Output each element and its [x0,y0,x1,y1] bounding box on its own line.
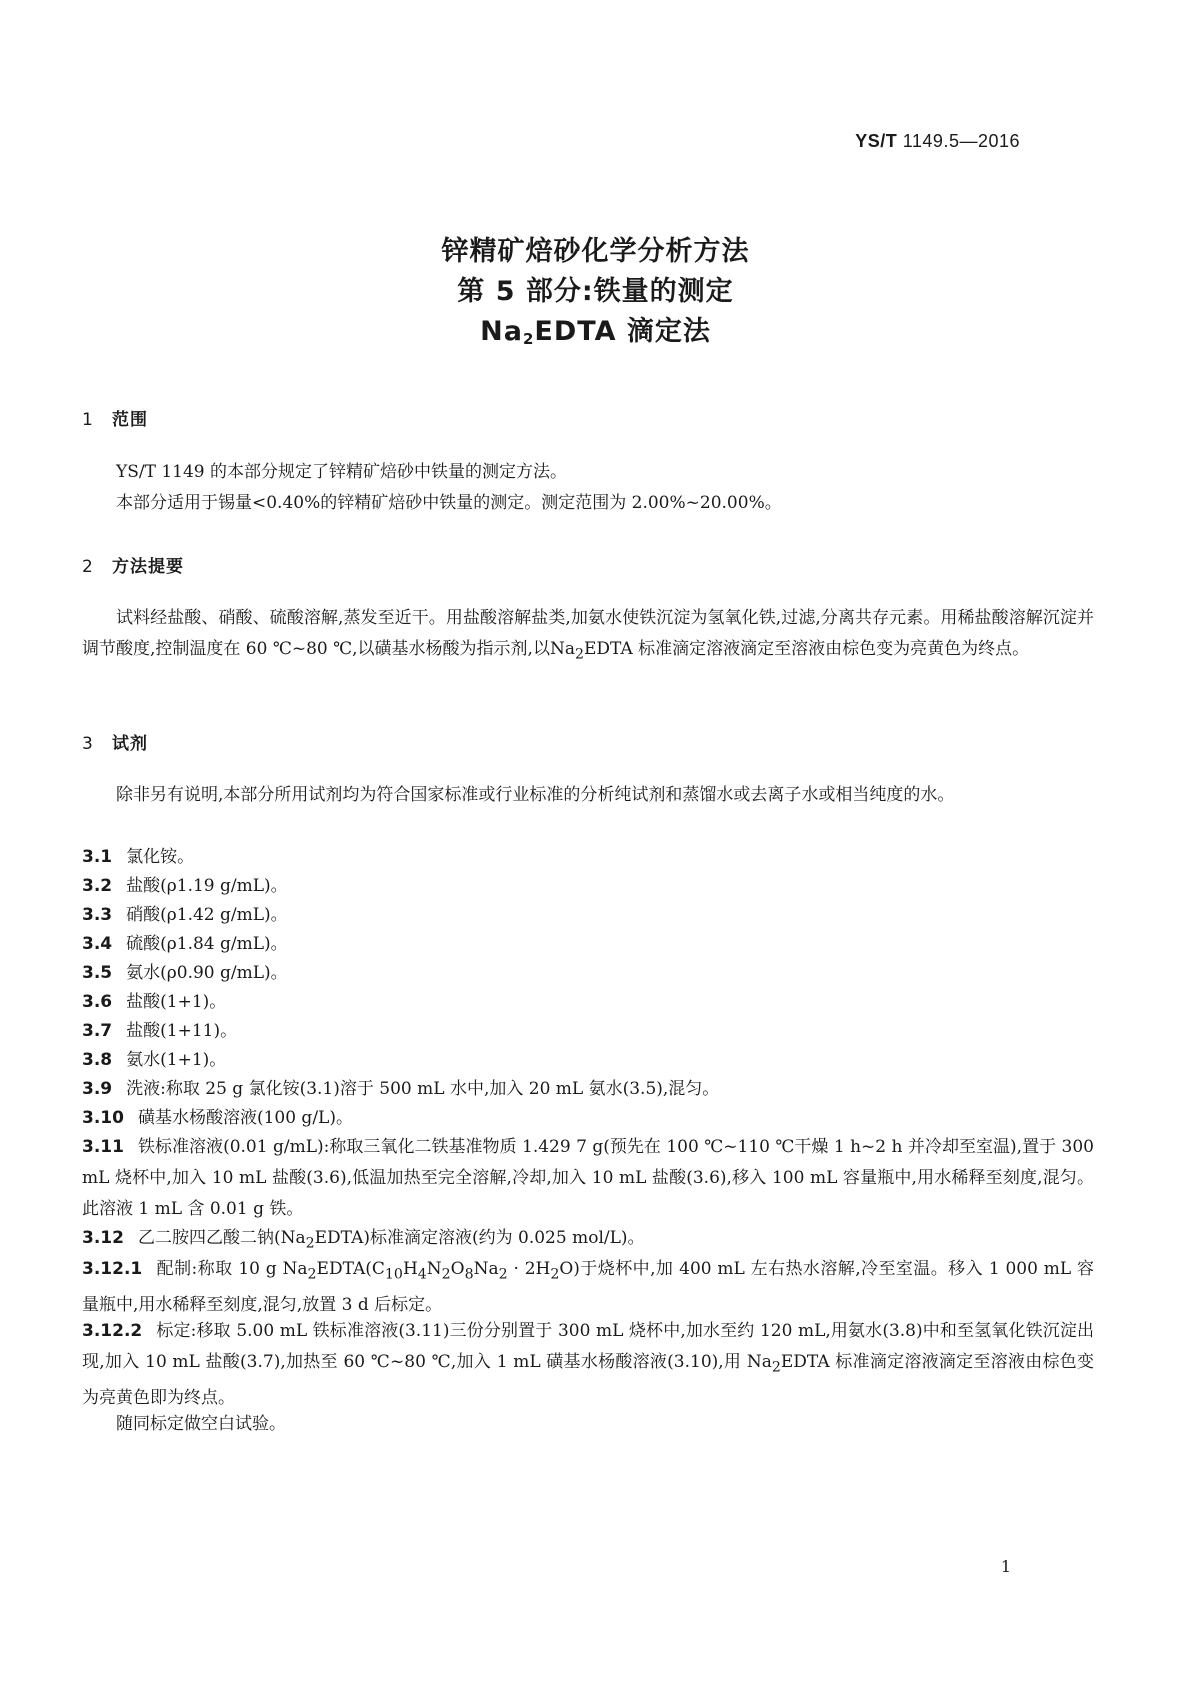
reagent-item: 3.12.1 配制:称取 10 g $Na_2EDTA(C_{10}H_4N_2O_8Na_2 \cdot 2H_2O)$于烧杯中,加 400 mL 左右热水溶解,冷至室温。移入 1 000 mL 容量瓶中,用水稀释至刻度,混匀,放置 3 d 后标定。 [82,1259,1094,1316]
page-number: 1 [1000,1557,1011,1576]
title-line-1: 锌精矿焙砂化学分析方法 [441,236,750,267]
standard-code-prefix: YS/T [855,131,898,151]
reagent-item: 3.10 磺基水杨酸溶液(100 g/L)。 [82,1108,353,1128]
section-3-heading: 3 试剂 [82,734,148,754]
section-3-intro: 除非另有说明,本部分所用试剂均为符合国家标准或行业标准的分析纯试剂和蒸馏水或去离子水或相当纯度的水。 [116,785,955,805]
section-2-paragraph: 试料经盐酸、硝酸、硫酸溶解,蒸发至近干。用盐酸溶解盐类,加氨水使铁沉淀为氢氧化铁,过滤,分离共存元素。用稀盐酸溶解沉淀并调节酸度,控制温度在 60 ℃~80 ℃,以磺基水杨酸为指示剂,以$Na_2EDTA$ 标准滴定溶液滴定至溶液由棕色变为亮黄色为终点。 [82,608,1094,663]
reagent-item: 3.6 盐酸(1+1)。 [82,992,227,1012]
reagent-item: 3.1 氯化铵。 [82,847,195,867]
section-3-closing: 随同标定做空白试验。 [116,1414,286,1434]
reagent-item: 3.3 硝酸(ρ1.42 g/mL)。 [82,905,288,925]
document-title [0,232,1191,359]
reagent-item: 3.11 铁标准溶液(0.01 g/mL):称取三氧化二铁基准物质 1.429 7 g(预先在 100 ℃~110 ℃干燥 1 h~2 h 并冷却至室温),置于 300 mL 烧杯中,加入 10 mL 盐酸(3.6),低温加热至完全溶解,冷却,加入 10 mL 盐酸(3.6),移入 100 mL 容量瓶中,用水稀释至刻度,混匀。此溶液 1 mL 含 0.01 g 铁。 [82,1137,1094,1219]
standard-code [855,131,1020,152]
section-1-paragraph-2: 本部分适用于锡量<0.40%的锌精矿焙砂中铁量的测定。测定范围为 2.00%~20.00%。 [116,493,782,513]
reagent-item: 3.4 硫酸(ρ1.84 g/mL)。 [82,934,288,954]
reagent-item: 3.2 盐酸(ρ1.19 g/mL)。 [82,876,288,896]
reagent-item: 3.12.2 标定:移取 5.00 mL 铁标准溶液(3.11)三份分别置于 300 mL 烧杯中,加水至约 120 mL,用氨水(3.8)中和至氢氧化铁沉淀出现,加入 10 mL 盐酸(3.7),加热至 60 ℃~80 ℃,加入 1 mL 磺基水杨酸溶液(3.10),用 $Na_2EDTA$ 标准滴定溶液滴定至溶液由棕色变为亮黄色即为终点。 [82,1321,1094,1409]
section-1-paragraph-1: YS/T 1149 的本部分规定了锌精矿焙砂中铁量的测定方法。 [116,462,568,482]
reagent-item: 3.8 氨水(1+1)。 [82,1050,227,1070]
reagent-item: 3.5 氨水(ρ0.90 g/mL)。 [82,963,288,983]
section-2-heading: 2 方法提要 [82,557,184,577]
title-line-2: 第 5 部分:铁量的测定 [457,276,734,307]
title-line-3: $Na_2EDTA$ 滴定法 [480,316,711,348]
reagent-item: 3.12 乙二胺四乙酸二钠$(Na_2EDTA)$标准滴定溶液(约为 0.025 mol/L)。 [82,1228,645,1252]
section-1-heading: 1 范围 [82,410,148,430]
reagent-item: 3.9 洗液:称取 25 g 氯化铵(3.1)溶于 500 mL 水中,加入 20 mL 氨水(3.5),混匀。 [82,1079,720,1099]
standard-code-number: 1149.5—2016 [897,131,1020,151]
reagent-item: 3.7 盐酸(1+11)。 [82,1021,238,1041]
